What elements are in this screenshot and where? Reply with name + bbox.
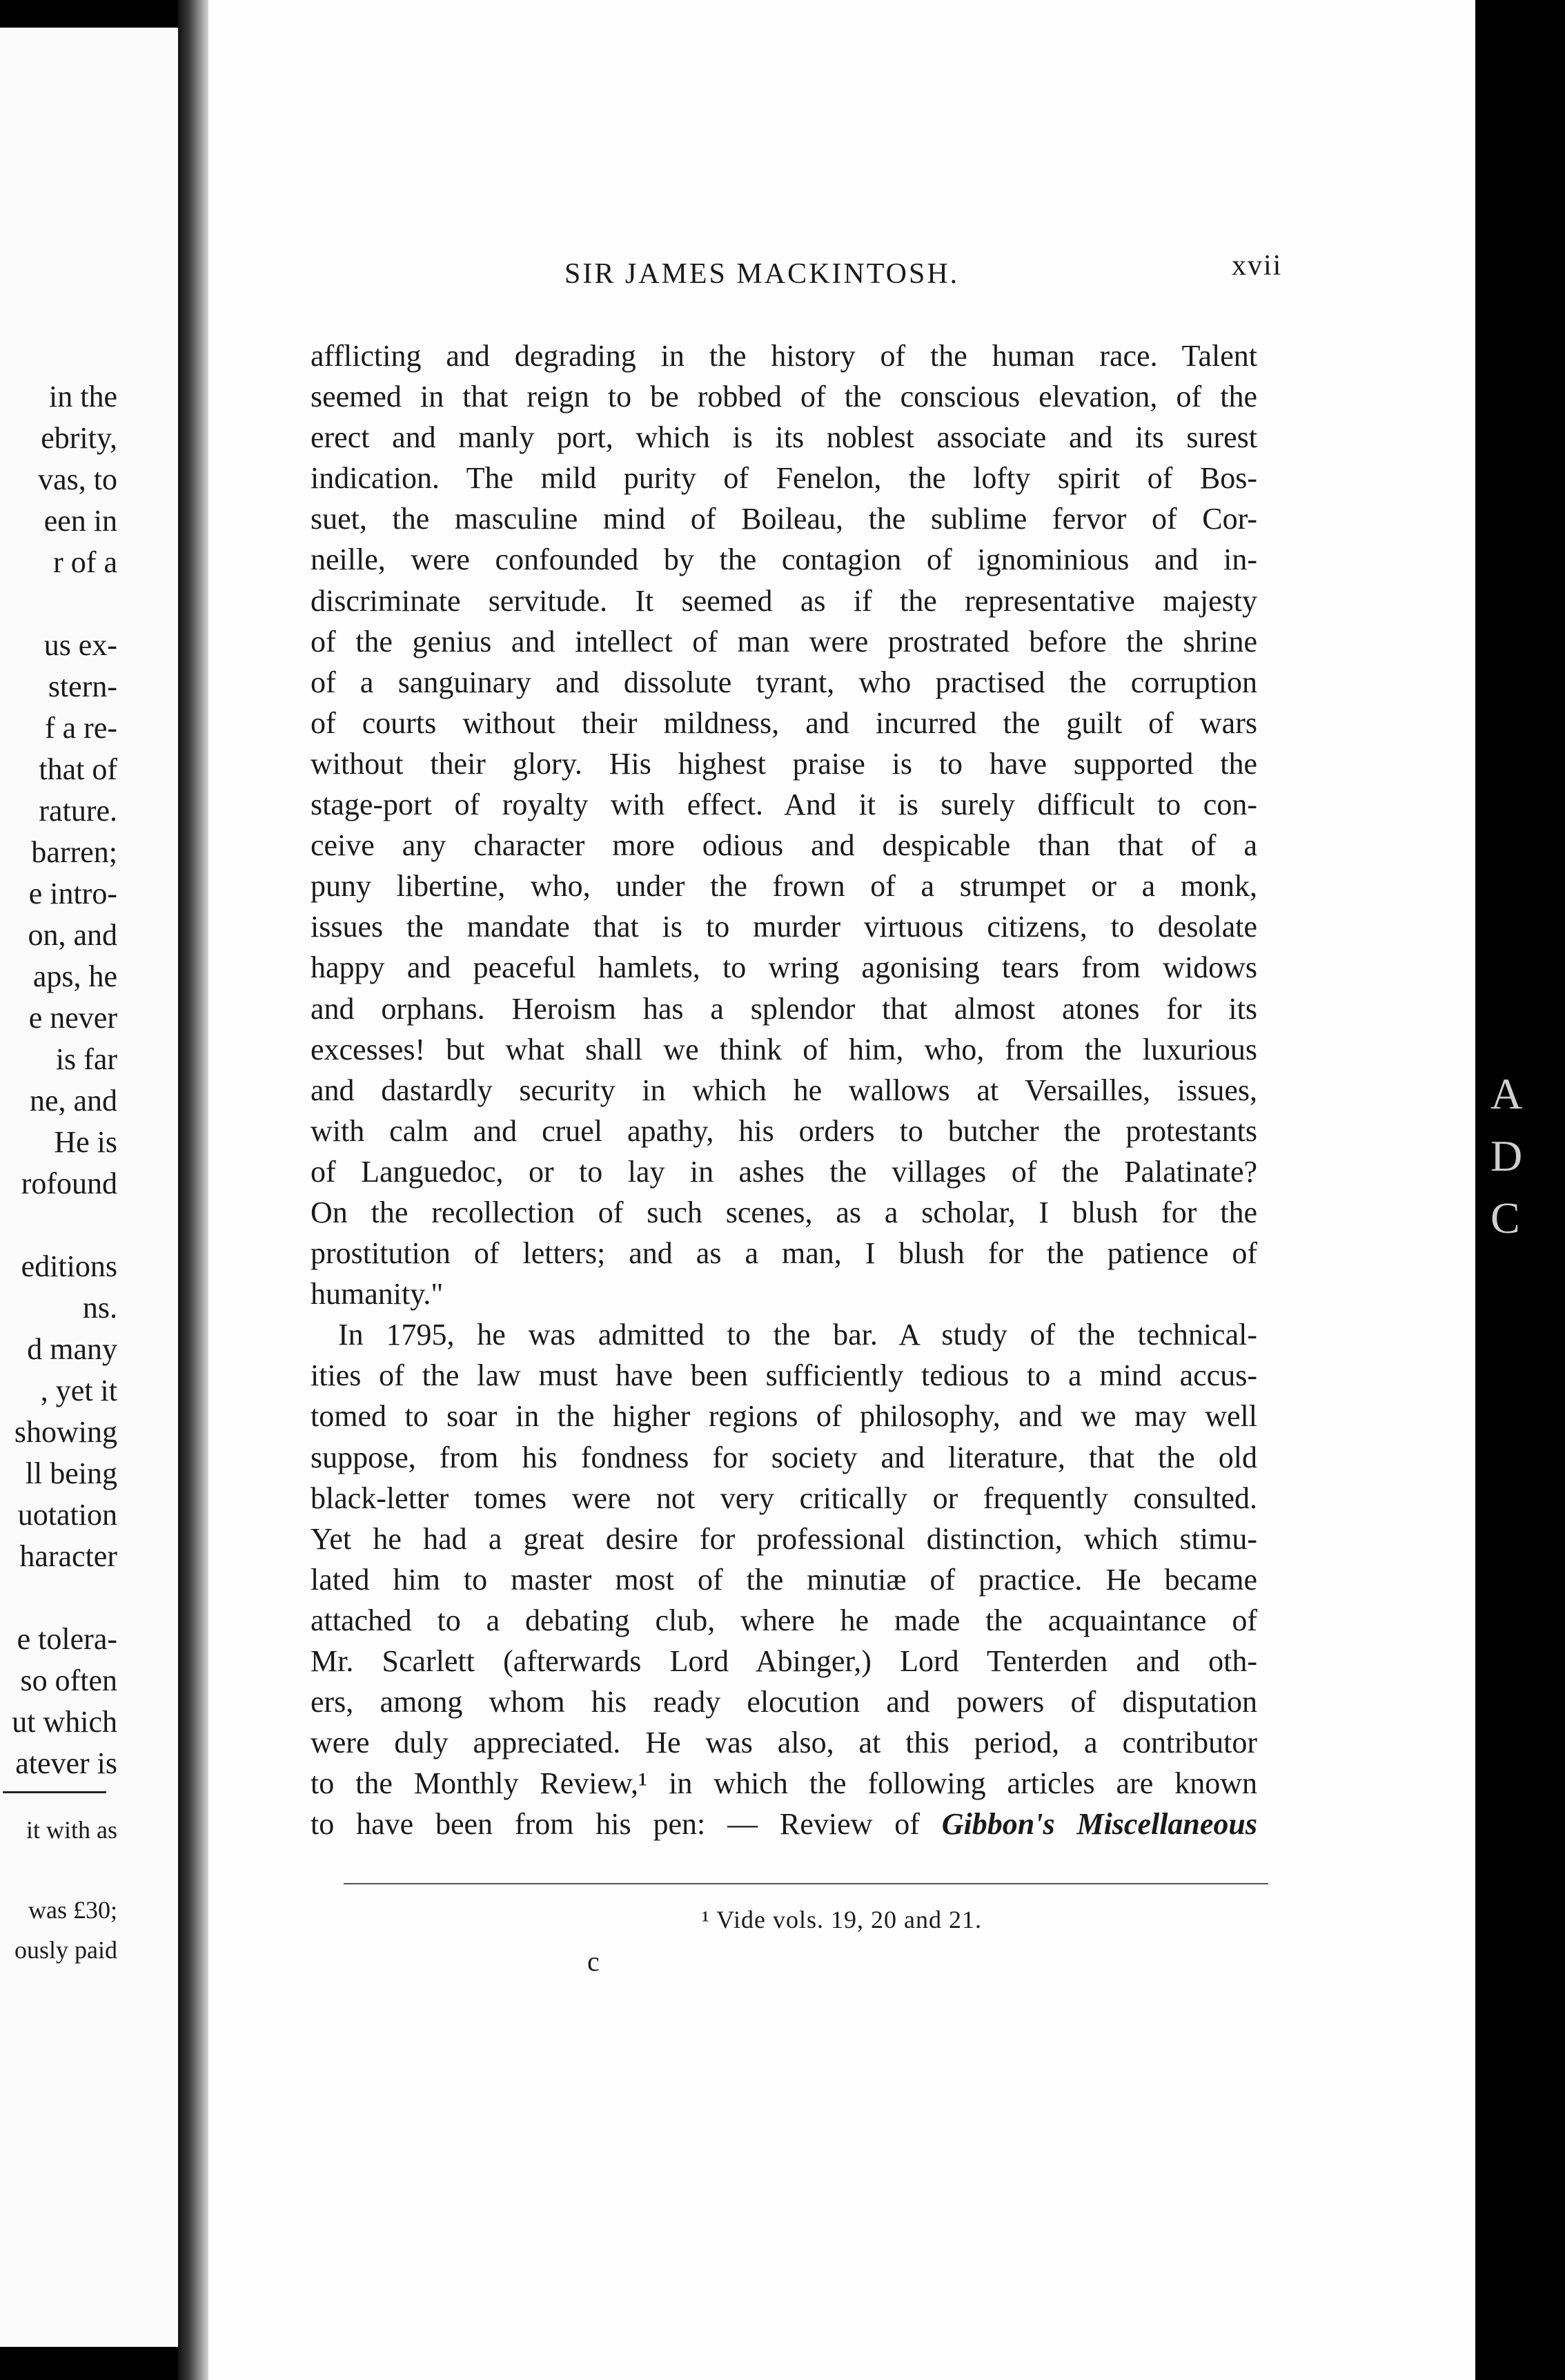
left-text-line: ut which: [12, 1705, 117, 1739]
left-text-line: ebrity,: [41, 421, 117, 455]
left-page-text: [12, 376, 117, 1784]
book-gutter: [178, 0, 208, 2380]
left-text-line: d many: [27, 1332, 117, 1366]
text-line: of Languedoc, or to lay in ashes the villages of the Palatinate?: [311, 1154, 1257, 1189]
text-line: of the genius and intellect of man were prostrated before the shrine: [311, 624, 1257, 659]
text-line: erect and manly port, which is its noblest associate and its surest: [311, 420, 1257, 455]
left-footnote-line: was £30;: [28, 1896, 117, 1924]
text-line: prostitution of letters; and as a man, I blush for the patience of: [311, 1236, 1257, 1271]
edge-show-through: [1490, 1063, 1546, 1249]
text-line: excesses! but what shall we think of him, who, from the luxurious: [311, 1032, 1257, 1066]
left-text-line: in the: [49, 380, 117, 413]
left-text-line: us ex-: [43, 628, 117, 662]
left-text-line: e never: [28, 1001, 117, 1035]
paragraph-2: [311, 1314, 1257, 1844]
text-line: neille, were confounded by the contagion of ignominious and in-: [311, 543, 1257, 577]
left-page-footnote: [14, 1810, 117, 1970]
text-line: and orphans. Heroism has a splendor that almost atones for its: [311, 991, 1257, 1026]
text-line: black-letter tomes were not very critically or frequently consulted.: [311, 1481, 1257, 1515]
left-text-line: on, and: [28, 918, 117, 952]
left-text-line: ll being: [25, 1456, 117, 1490]
left-footnote-line: it with as: [26, 1816, 117, 1844]
edge-glyph: C: [1490, 1193, 1520, 1242]
page: [208, 0, 1475, 2380]
left-footnote-line: ously paid: [14, 1936, 117, 1964]
text-line: In 1795, he was admitted to the bar. A study of the technical-: [338, 1318, 1257, 1352]
text-line: humanity.": [311, 1277, 444, 1311]
text-line: [311, 1804, 1257, 1844]
left-text-line: is far: [55, 1042, 117, 1076]
text-line: were duly appreciated. He was also, at this period, a contributor: [311, 1726, 1257, 1760]
left-text-line: [12, 1204, 117, 1246]
footnote-rule: [344, 1883, 1268, 1884]
text-line: ceive any character more odious and despicable than that of a: [311, 828, 1257, 863]
text-line: lated him to master most of the minutiæ of practice. He became: [311, 1562, 1257, 1597]
text-line: suppose, from his fondness for society and literature, that the old: [311, 1440, 1257, 1474]
footnote: ¹ Vide vols. 19, 20 and 21.: [702, 1906, 982, 1933]
paragraph-1: [311, 335, 1257, 1314]
text-line: Yet he had a great desire for professional distinction, which stimu-: [311, 1521, 1257, 1556]
left-text-line: [12, 583, 117, 625]
running-head: SIR JAMES MACKINTOSH.: [564, 258, 960, 290]
text-line: stage-port of royalty with effect. And it is surely difficult to con-: [311, 788, 1257, 822]
left-text-line: that of: [39, 752, 117, 786]
text-line: ers, among whom his ready elocution and powers of disputation: [311, 1685, 1257, 1719]
text-line: seemed in that reign to be robbed of the conscious elevation, of the: [311, 380, 1257, 414]
left-footnote-rule: [3, 1791, 106, 1793]
body-text: [311, 335, 1257, 1844]
left-text-line: so often: [20, 1664, 117, 1697]
left-page-fragment: [0, 28, 178, 2347]
text-line: issues the mandate that is to murder virtuous citizens, to desolate: [311, 910, 1257, 944]
text-line: Mr. Scarlett (afterwards Lord Abinger,) Lord Tenterden and oth-: [311, 1644, 1257, 1678]
left-text-line: vas, to: [38, 462, 117, 496]
left-text-line: ne, and: [29, 1084, 117, 1118]
text-line: ities of the law must have been sufficiently tedious to a mind accus-: [311, 1358, 1257, 1393]
left-text-line: f a re-: [44, 711, 117, 745]
text-line: tomed to soar in the higher regions of philosophy, and we may well: [311, 1399, 1257, 1434]
left-text-line: ns.: [82, 1291, 117, 1325]
page-header: [208, 250, 1475, 292]
left-text-line: [12, 1577, 117, 1619]
left-text-line: e intro-: [28, 877, 117, 910]
text-line: of a sanguinary and dissolute tyrant, who practised the corruption: [311, 665, 1257, 699]
page-number: xvii: [1232, 250, 1283, 282]
text-line: suet, the masculine mind of Boileau, the sublime fervor of Cor-: [311, 502, 1257, 536]
text-line: attached to a debating club, where he made the acquaintance of: [311, 1603, 1257, 1637]
text-line: happy and peaceful hamlets, to wring agonising tears from widows: [311, 950, 1257, 985]
text-line: without their glory. His highest praise is to have supported the: [311, 746, 1257, 781]
text-line: On the recollection of such scenes, as a scholar, I blush for the: [311, 1195, 1257, 1229]
text-line: to the Monthly Review,¹ in which the following articles are known: [311, 1766, 1257, 1801]
left-text-line: stern-: [48, 670, 117, 703]
text-line: indication. The mild purity of Fenelon, the lofty spirit of Bos-: [311, 461, 1257, 496]
left-text-line: rofound: [21, 1167, 117, 1200]
left-text-line: r of a: [53, 545, 117, 579]
left-text-line: uotation: [17, 1498, 117, 1532]
left-text-line: atever is: [15, 1746, 117, 1780]
left-text-line: aps, he: [32, 959, 117, 993]
text-line: with calm and cruel apathy, his orders to butcher the protestants: [311, 1113, 1257, 1148]
text-line: afflicting and degrading in the history of the human race. Talent: [311, 339, 1257, 373]
left-text-line: een in: [43, 504, 117, 538]
left-text-line: showing: [14, 1415, 117, 1449]
text-line: of courts without their mildness, and incurred the guilt of wars: [311, 705, 1257, 740]
edge-glyph: A: [1490, 1069, 1523, 1118]
book-title: Gibbon's Miscellaneous: [941, 1807, 1258, 1842]
text-line-roman: to have been from his pen: — Review of: [311, 1807, 942, 1842]
left-footnote-line: [14, 1850, 117, 1890]
text-line: and dastardly security in which he wallows at Versailles, issues,: [311, 1073, 1257, 1107]
left-text-line: haracter: [19, 1539, 117, 1573]
signature-mark: c: [587, 1946, 600, 1977]
left-text-line: rature.: [39, 794, 117, 828]
left-text-line: editions: [21, 1249, 117, 1283]
edge-glyph: D: [1490, 1131, 1523, 1180]
text-line: discriminate servitude. It seemed as if the representative majesty: [311, 583, 1257, 618]
left-text-line: barren;: [31, 835, 117, 869]
left-text-line: , yet it: [40, 1374, 117, 1407]
left-text-line: He is: [54, 1125, 117, 1159]
text-line: puny libertine, who, under the frown of a strumpet or a monk,: [311, 869, 1257, 904]
left-text-line: e tolera-: [17, 1622, 117, 1656]
